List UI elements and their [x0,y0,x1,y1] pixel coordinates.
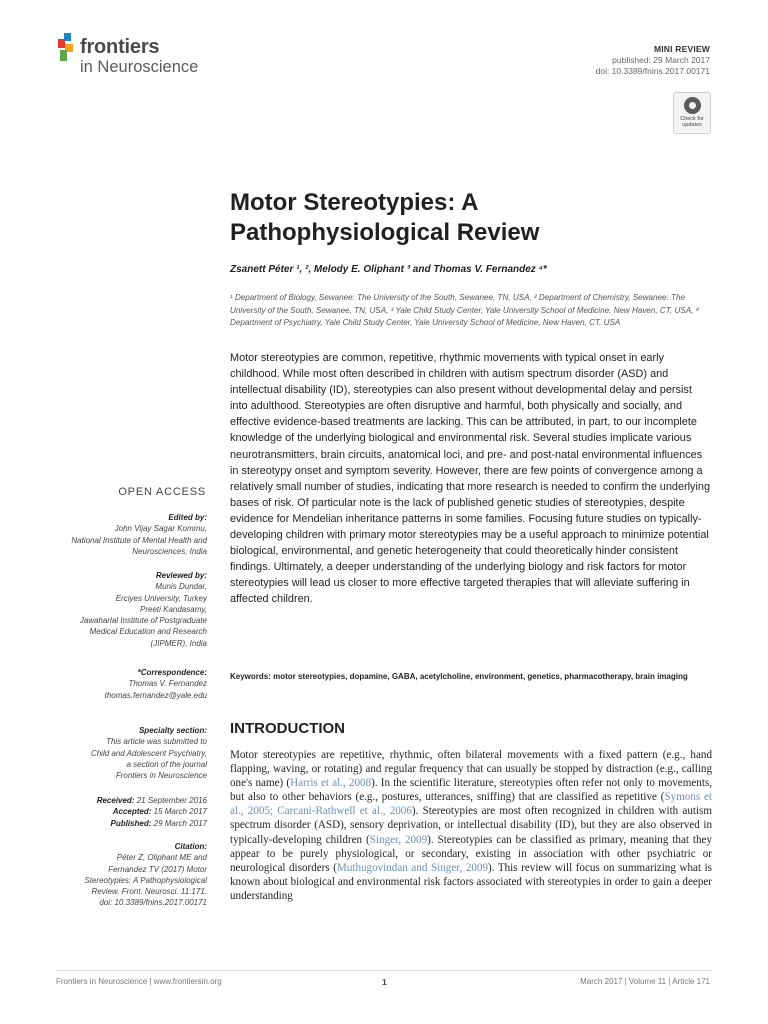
journal-logo-subtitle: in Neuroscience [80,58,199,76]
introduction-paragraph [230,748,712,903]
citation-line: Péter Z, Oliphant ME and [116,853,207,863]
published-date-side [50,818,207,829]
received-date [50,795,207,806]
citation-link[interactable]: Symons et al., 2005; Carcani-Rathwell et al., 2006 [230,791,712,818]
reviewed-by-label: Reviewed by: [155,571,207,580]
affiliations: ¹ Department of Biology, Sewanee: The University of the South, Sewanee, TN, USA, ² Department of Chemistry, Sewanee: The University of the South, Sewanee, TN, USA, ³ Yale Child Study Center, Yale University School of Medicine, New Haven, CT, USA, ⁴ Department of Psychiatry, Yale Child Study Center, Yale University School of Medicine, New Haven, CT, USA [230,293,700,327]
section-heading-introduction: INTRODUCTION [230,720,345,737]
published-value: 29 March 2017 [153,818,207,828]
correspondence-name: Thomas V. Fernandez [128,679,207,689]
intro-text: ). This review will focus on summarizing what is known about biological and environmental risk factors associated with stereotypies in order to gain a deeper understanding [230,861,712,902]
correspondence-email[interactable]: thomas.fernandez@yale.edu [104,690,207,700]
open-access-label: OPEN ACCESS [118,486,206,498]
title-line-2: Pathophysiological Review [230,219,540,246]
edited-by-block [50,512,207,557]
citation-link[interactable]: Singer, 2009 [369,833,428,846]
editor-line: John Vijay Sagar Kommu, [114,524,207,534]
frontiers-logo-icon [56,33,78,63]
intro-text: Motor stereotypies are repetitive, rhythmic, often bilateral movements with a fixed pattern (e.g., hand flapping, waving, or rotating) and regular frequency that can usually be stopped by distraction (e.g., calling one's name) ( [230,749,712,790]
correspondence-block [50,667,207,701]
citation-block [50,841,207,909]
intro-text: ). Stereotypies can be classified as primary, meaning that they appear to be purely physiological, or secondary, existing in association with other psychiatric or neurological disorders ( [230,833,712,874]
editor-line: Neurosciences, India [132,546,207,556]
dates-block [50,795,207,829]
accepted-label: Accepted: [112,807,152,817]
citation-link[interactable]: Harris et al., 2008 [290,777,372,790]
doi-link[interactable]: doi: 10.3389/fnins.2017.00171 [595,66,710,76]
intro-text: ). In the scientific literature, stereotypies often refer not only to movements, but also to other behaviors (e.g., postures, utterances, sniffing) that are classified as repetitive ( [230,777,712,804]
title-line-1: Motor Stereotypies: A [230,189,479,216]
citation-link[interactable]: Muthugovindan and Singer, 2009 [336,861,489,874]
accepted-value: 15 March 2017 [153,807,207,817]
reviewed-by-block [50,570,207,649]
check-updates-label: Check for updates [680,116,704,128]
specialty-section-label: Specialty section: [138,726,207,735]
specialty-line: Child and Adolescent Psychiatry, [90,748,207,758]
citation-line: Fernandez TV (2017) Motor [108,864,207,874]
reviewer-line: Munis Dundar, [155,582,207,592]
footer-issue-info: March 2017 | Volume 11 | Article 171 [580,977,710,986]
specialty-line: Frontiers in Neuroscience [115,771,207,781]
citation-line: Review. Front. Neurosci. 11:171. [91,887,207,897]
journal-logo-wordmark: frontiers [80,36,160,58]
reviewer-line: Jawaharlal Institute of Postgraduate [79,616,207,626]
page-number: 1 [382,977,387,987]
footer-journal-link[interactable]: Frontiers in Neuroscience | www.frontiersin.org [56,977,222,986]
published-label: Published: [110,818,152,828]
reviewer-line: Medical Education and Research [89,627,207,637]
reviewer-line: Erciyes University, Turkey [115,593,207,603]
footer-divider [56,970,712,971]
published-date: published: 29 March 2017 [612,55,710,65]
intro-text: ). Stereotypies are most often recognized in children with autism spectrum disorder (ASD), sensory deprivation, or intellectual disability (ID), but they are also observed in typically-developing children ( [230,805,712,846]
editor-line: National Institute of Mental Health and [71,535,207,545]
received-label: Received: [96,796,135,805]
citation-label: Citation: [174,842,207,851]
correspondence-label: *Correspondence: [137,668,207,677]
article-type-label: MINI REVIEW [653,44,710,54]
check-for-updates-button[interactable] [673,92,711,134]
accepted-date [50,806,207,817]
specialty-line: a section of the journal [126,759,207,769]
reviewer-line: Preeti Kandasamy, [140,604,207,614]
citation-doi[interactable]: doi: 10.3389/fnins.2017.00171 [99,898,207,908]
specialty-section-block [50,725,207,781]
author-list: Zsanett Péter ¹, ², Melody E. Oliphant ³ and Thomas V. Fernandez ⁴* [230,264,547,275]
edited-by-label: Edited by: [168,513,207,522]
reviewer-line: (JIPMER), India [150,638,207,648]
keywords: Keywords: motor stereotypies, dopamine, GABA, acetylcholine, environment, genetics, pharmacotherapy, brain imaging [230,672,688,681]
article-title [230,188,710,248]
check-updates-icon [684,97,701,114]
received-value: 21 September 2016 [136,796,207,805]
abstract: Motor stereotypies are common, repetitive, rhythmic movements with typical onset in early childhood. While most often described in children with autism spectrum disorder (ASD) and intellectual disability (ID), stereotypies can also present without developmental delay and persist into adulthood. Stereotypies are often disruptive and harmful, both physically and socially, and effective evidence-based treatments are lacking. This can be attributed, in part, to our incomplete knowledge of the underlying biological and environmental risk. Several studies implicate various neurotransmitters, brain circuits, anatomical loci, and pre- and post-natal environmental influences in stereotypy onset and symptom severity. However, there are few points of convergence among a relatively small number of studies, indicating that more research is needed to confirm the underlying bases of risk. Of particular note is the lack of published genetic studies of stereotypies, despite evidence for Mendelian inheritance patterns in some families. Focusing future studies on typically-developing children with primary motor stereotypies may be a useful approach to minimize potential biological, environmental, and genetic heterogeneity that could theoretically hinder consistent findings. Ultimately, a deeper understanding of the underlying biology and risk factors for motor stereotypies will lead us closer to more effective targeted therapies that will alleviate suffering in affected children. [230,352,711,606]
specialty-line: This article was submitted to [106,737,207,747]
citation-line: Stereotypies: A Pathophysiological [84,875,207,885]
